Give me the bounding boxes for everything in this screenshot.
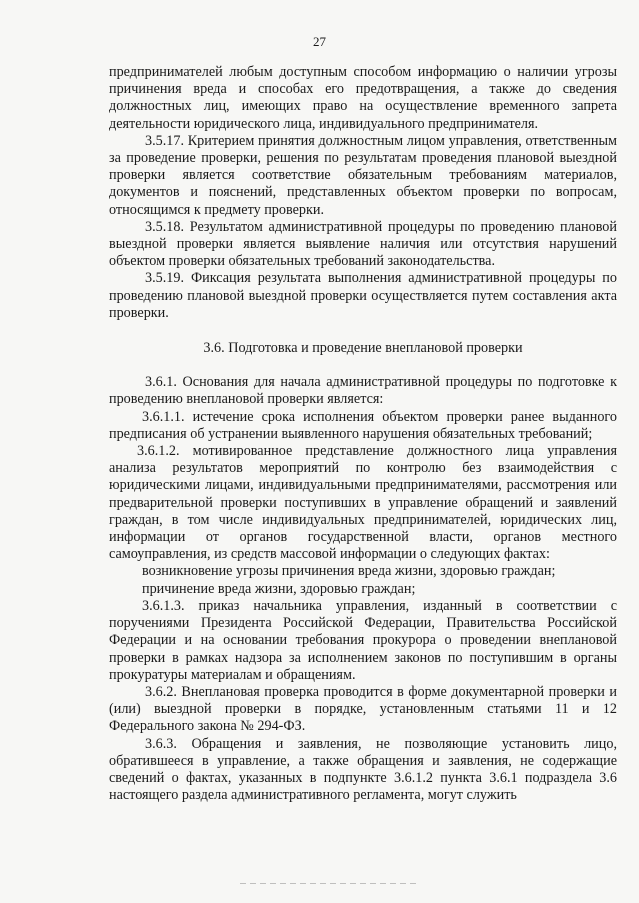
list-item-harm: причинение вреда жизни, здоровью граждан; <box>142 580 416 597</box>
list-item-threat: возникновение угрозы причинения вреда жизни, здоровью граждан; <box>142 563 556 580</box>
document-body <box>109 64 617 804</box>
paragraph-3-5-18: 3.5.18. Результатом административной процедуры по проведению плановой выездной проверки является выявление наличия или отсутствия нарушений объектом проверки обязательных требований законодательства. <box>109 218 617 270</box>
paragraph-3-6-1-3: 3.6.1.3. приказ начальника управления, изданный в соответствии с поручениями Президента Российской Федерации, Правительства Российской Федерации и на основании требования прокурора о проведении внеплановой проверки в рамках надзора за исполнением законов по поступившим в органы прокуратуры материалам и обращениям. <box>109 597 617 683</box>
section-heading-3-6: 3.6. Подготовка и проведение внеплановой проверки <box>203 340 523 357</box>
paragraph-3-6-1: 3.6.1. Основания для начала административной процедуры по подготовке к проведению внеплановой проверки является: <box>109 374 617 408</box>
page-number: 27 <box>313 34 326 49</box>
paragraph-3-6-3: 3.6.3. Обращения и заявления, не позволяющие установить лицо, обратившееся в управление, а также обращения и заявления, не содержащие сведений о фактах, указанных в подпункте 3.6.1.2 пункта 3.6.1 подраздела 3.6 настоящего раздела административного регламента, могут служить <box>109 735 617 804</box>
paragraph-3-5-17: 3.5.17. Критерием принятия должностным лицом управления, ответственным за проведение проверки, решения по результатам проведения плановой выездной проверки является соответствие обязательным требованиям материалов, документов и пояснений, представленных объектом проверки по вопросам, относящимся к предмету проверки. <box>109 132 617 218</box>
footer-rule <box>240 883 420 884</box>
paragraph-3-6-1-2: 3.6.1.2. мотивированное представление должностного лица управления анализа результатов мероприятий по контролю без взаимодействия с юридическими лицами, индивидуальными предпринимателями, рассмотрения или предварительной проверки поступивших в управление обращений и заявлений граждан, в том числе индивидуальных предпринимателей, юридических лиц, информации от органов государственной власти, органов местного самоуправления, из средств массовой информации о следующих фактах: <box>109 443 617 563</box>
paragraph-3-6-1-1: 3.6.1.1. истечение срока исполнения объектом проверки ранее выданного предписания об устранении выявленного нарушения обязательных требований; <box>109 408 617 442</box>
paragraph-continuation: предпринимателей любым доступным способом информацию о наличии угрозы причинения вреда и способах его предотвращения, а также до сведения должностных лиц, имеющих право на осуществление временного запрета деятельности юридического лица, индивидуального предпринимателя. <box>109 64 617 132</box>
paragraph-3-6-2: 3.6.2. Внеплановая проверка проводится в форме документарной проверки и (или) выездной проверки в порядке, установленным статьями 11 и 12 Федерального закона № 294-ФЗ. <box>109 683 617 735</box>
paragraph-3-5-19: 3.5.19. Фиксация результата выполнения административной процедуры по проведению плановой выездной проверки осуществляется путем составления акта проверки. <box>109 270 617 321</box>
